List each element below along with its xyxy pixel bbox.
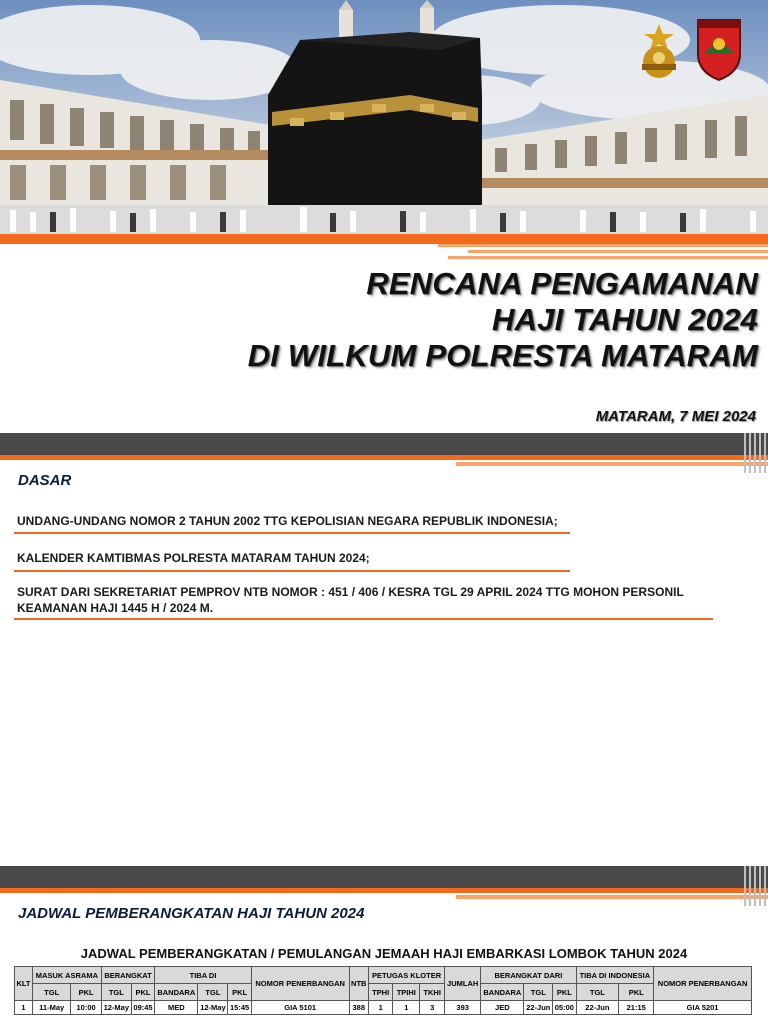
col-berangkat-dari: BERANGKAT DARI [481,967,576,984]
table-cell: 10:00 [71,1001,101,1015]
table-cell: 1 [15,1001,33,1015]
table-cell: 12-May [198,1001,228,1015]
table-cell: MED [155,1001,198,1015]
section-band-light [456,895,768,899]
sub-header: TPHI [368,984,392,1001]
sub-header: TGL [524,984,553,1001]
sub-header: PKL [228,984,251,1001]
table-cell: 21:15 [619,1001,654,1015]
section-band-dark [0,866,768,888]
item-underline [14,532,570,534]
section-band-dark [0,433,768,455]
sub-header: PKL [71,984,101,1001]
col-jumlah: JUMLAH [445,967,481,1001]
polda-ntb-badge-icon [694,14,744,82]
table-header-row [15,967,752,984]
sub-header: BANDARA [155,984,198,1001]
jadwal-heading: JADWAL PEMBERANGKATAN HAJI TAHUN 2024 [18,905,365,922]
title-line-2: HAJI TAHUN 2024 [491,302,758,337]
col-masuk-asrama: MASUK ASRAMA [32,967,101,984]
table-cell: 1 [393,1001,420,1015]
sub-header: TGL [101,984,131,1001]
decorative-stripes [438,244,768,262]
title-line-1: RENCANA PENGAMANAN [366,266,758,301]
col-nomor-penerbangan-2: NOMOR PENERBANGAN [654,967,752,1001]
section-band-vlines [744,433,766,473]
item-underline [14,570,570,572]
table-cell: 15:45 [228,1001,251,1015]
table-row [15,1001,752,1015]
col-petugas-kloter: PETUGAS KLOTER [368,967,444,984]
col-klt: KLT [15,967,33,1001]
sub-header: PKL [553,984,576,1001]
table-cell: 22-Jun [576,1001,619,1015]
sub-header: TGL [32,984,70,1001]
police-emblem-icon [630,22,688,80]
table-cell: 22-Jun [524,1001,553,1015]
col-tiba-di: TIBA DI [155,967,252,984]
dasar-heading: DASAR [18,472,72,489]
table-subheader-row [15,984,752,1001]
col-ntb: NTB [349,967,368,1001]
table-title: JADWAL PEMBERANGKATAN / PEMULANGAN JEMAAH HAJI EMBARKASI LOMBOK TAHUN 2024 [80,946,688,961]
section-band-orange [0,888,768,893]
table-cell: GIA 5101 [251,1001,349,1015]
table-cell: GIA 5201 [654,1001,752,1015]
table-cell: 05:00 [553,1001,576,1015]
col-tiba-indonesia: TIBA DI INDONESIA [576,967,654,984]
sub-header: PKL [619,984,654,1001]
col-berangkat: BERANGKAT [101,967,154,984]
table-cell: 3 [420,1001,445,1015]
sub-header: PKL [131,984,154,1001]
item-underline [14,618,713,620]
dasar-item-3-cont: KEAMANAN HAJI 1445 H / 2024 M. [17,601,214,615]
sub-header: TGL [576,984,619,1001]
document-date: MATARAM, 7 MEI 2024 [595,408,756,425]
dasar-item-3: SURAT DARI SEKRETARIAT PEMPROV NTB NOMOR : 451 / 406 / KESRA TGL 29 APRIL 2024 TTG MOHON PERSONIL [17,585,684,599]
sub-header: TPIHI [393,984,420,1001]
header-orange-bar [0,234,768,244]
table-cell: 388 [349,1001,368,1015]
section-band-light [456,462,768,466]
section-band-vlines [744,866,766,906]
col-nomor-penerbangan: NOMOR PENERBANGAN [251,967,349,1001]
section-band-orange [0,455,768,460]
dasar-item-2: KALENDER KAMTIBMAS POLRESTA MATARAM TAHUN 2024; [17,551,370,565]
title-line-3: DI WILKUM POLRESTA MATARAM [247,338,758,373]
table-cell: 09:45 [131,1001,154,1015]
sub-header: BANDARA [481,984,524,1001]
table-cell: JED [481,1001,524,1015]
table-cell: 1 [368,1001,392,1015]
sub-header: TGL [198,984,228,1001]
dasar-item-1: UNDANG-UNDANG NOMOR 2 TAHUN 2002 TTG KEPOLISIAN NEGARA REPUBLIK INDONESIA; [17,514,558,528]
table-cell: 12-May [101,1001,131,1015]
schedule-table [14,966,752,1015]
table-cell: 11-May [32,1001,70,1015]
sub-header: TKHI [420,984,445,1001]
table-cell: 393 [445,1001,481,1015]
